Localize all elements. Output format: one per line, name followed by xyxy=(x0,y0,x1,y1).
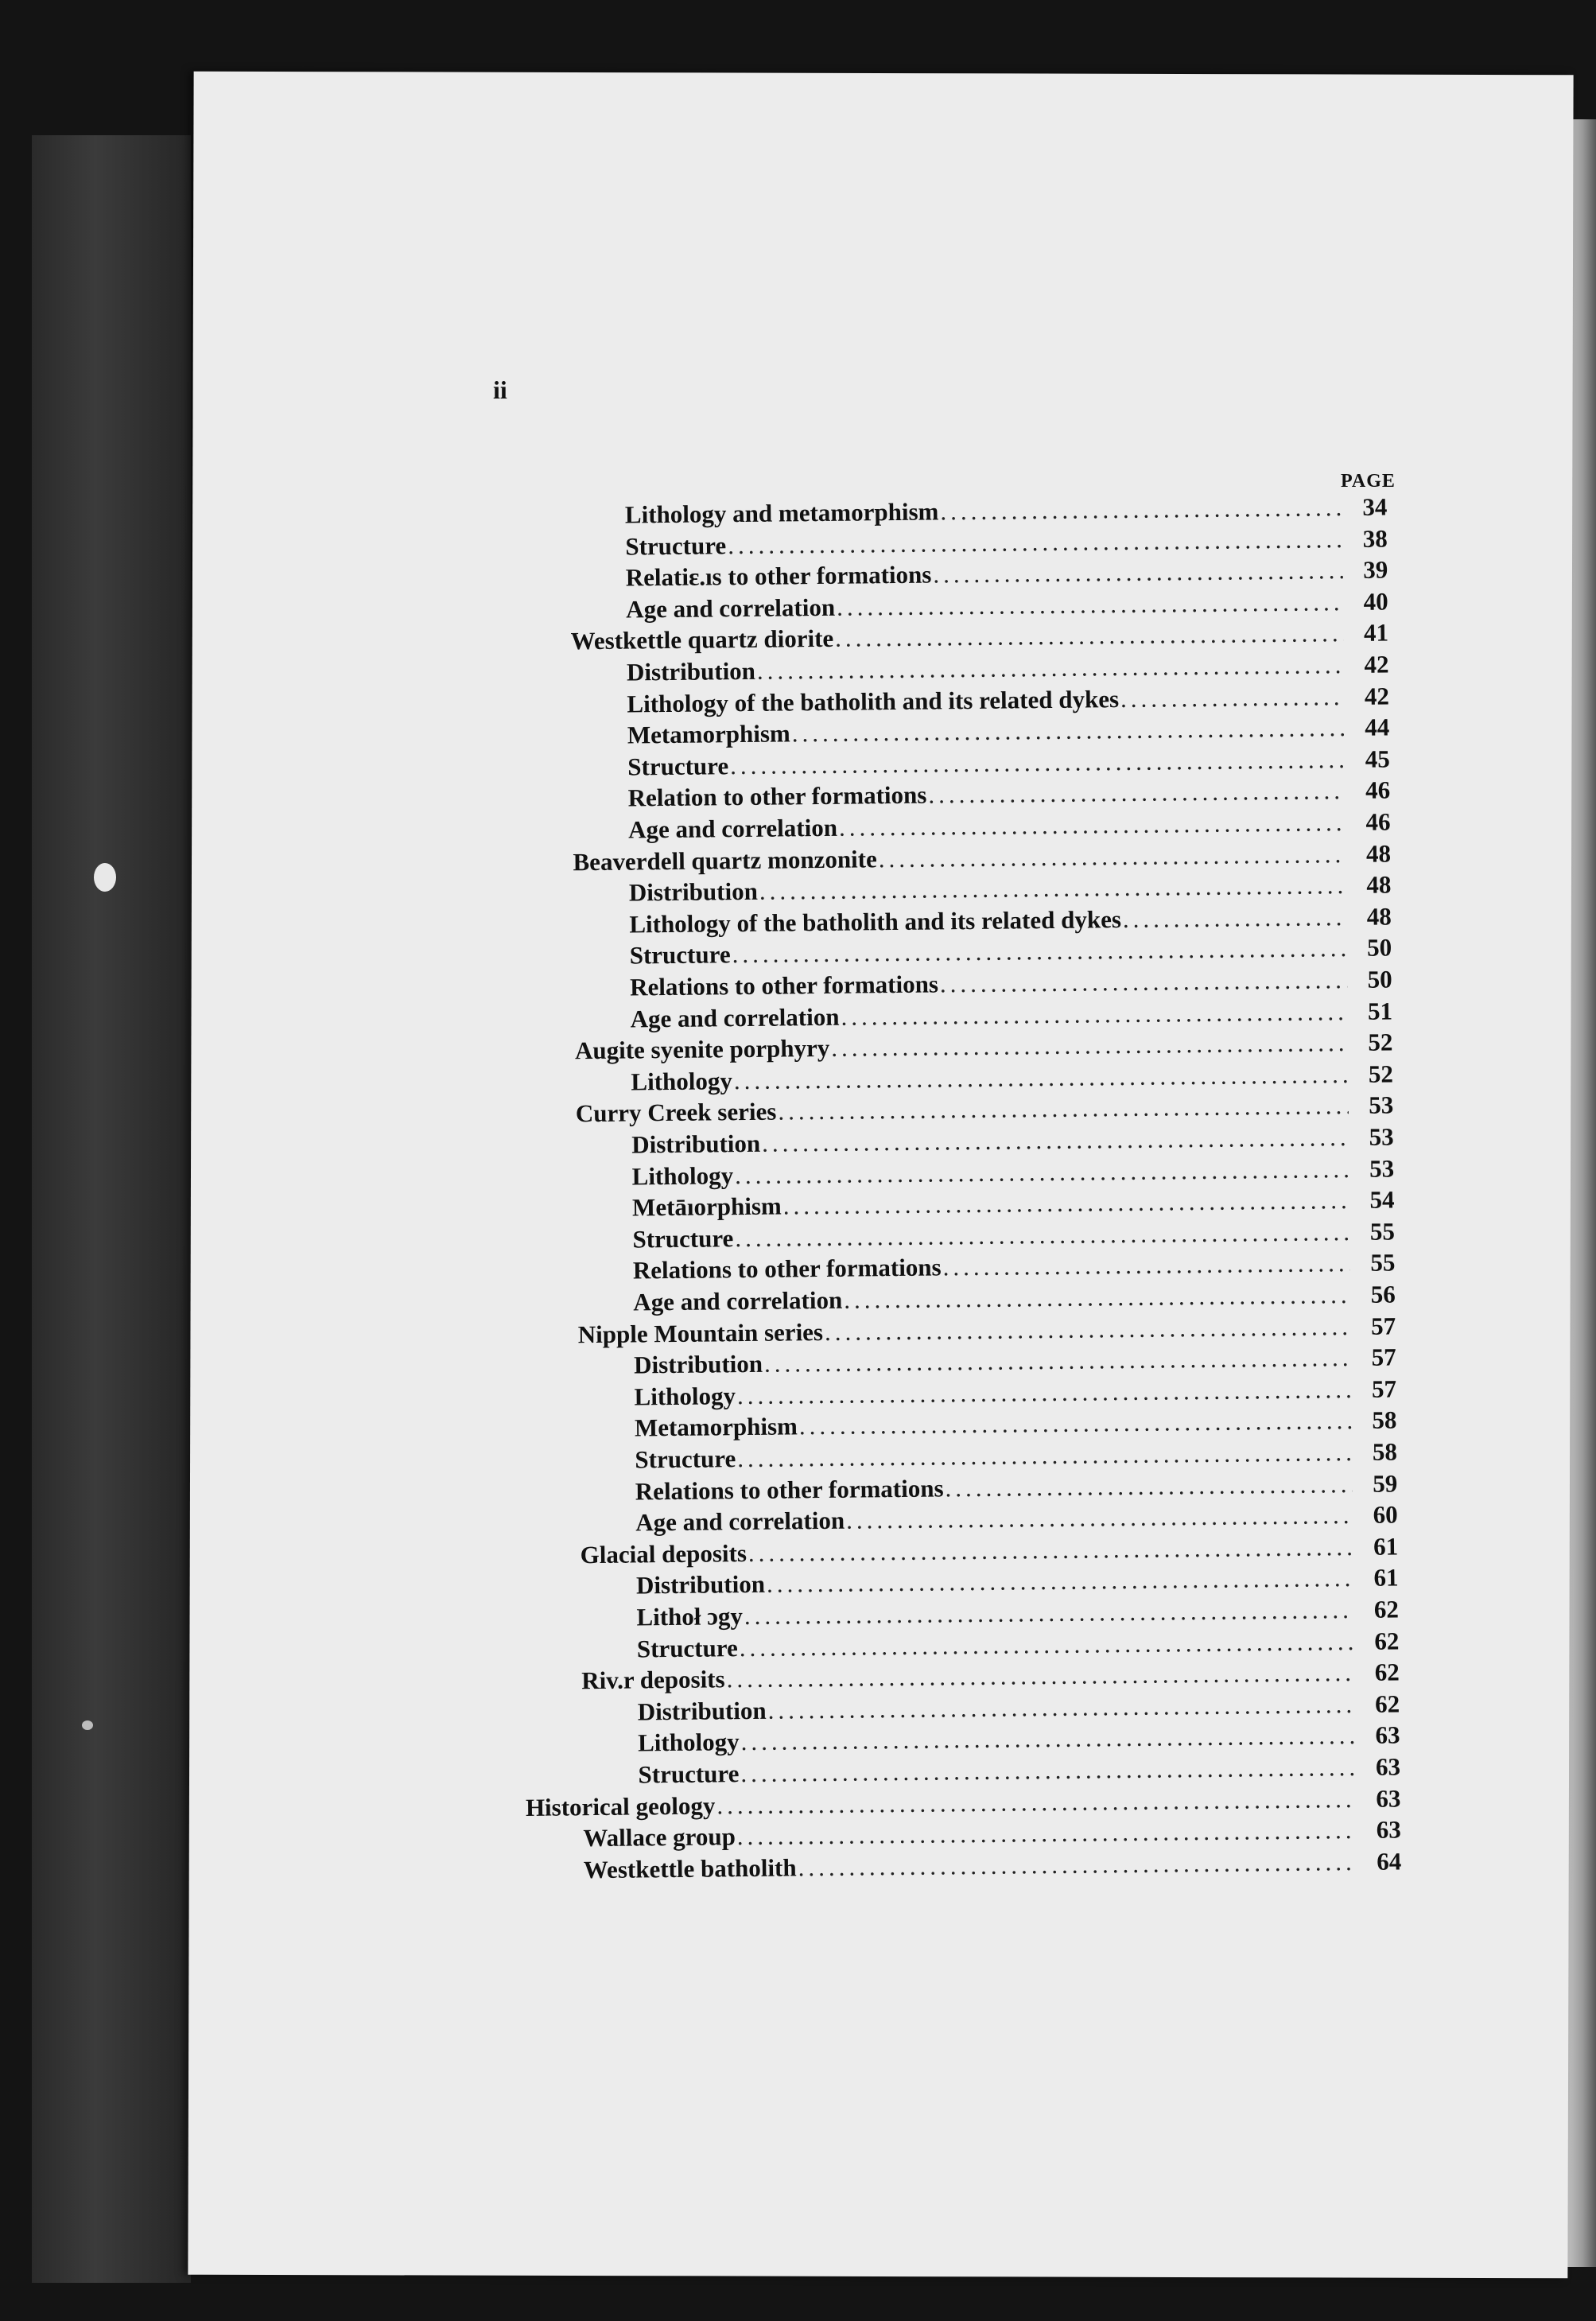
dot-leader xyxy=(879,840,1346,873)
toc-entry-label: Westkettle quartz diorite xyxy=(570,624,834,655)
toc-entry-label: Structure xyxy=(629,940,731,970)
toc-entry-page-number: 55 xyxy=(1369,1217,1396,1246)
table-of-contents xyxy=(0,475,1596,1923)
dot-leader xyxy=(740,1753,1355,1788)
toc-entry-page-number: 57 xyxy=(1371,1343,1396,1371)
dot-leader xyxy=(735,1155,1349,1190)
toc-entry-label: Age and correlation xyxy=(627,813,838,844)
dot-leader xyxy=(835,619,1344,653)
toc-entry-label: Wallace group xyxy=(583,1822,736,1853)
toc-entry-label: Distribution xyxy=(626,656,756,686)
toc-entry-page-number: 56 xyxy=(1370,1280,1396,1308)
toc-entry-page-number: 61 xyxy=(1373,1532,1399,1561)
toc-entry-label: Distribution xyxy=(633,1349,763,1379)
toc-entry-page-number: 44 xyxy=(1365,713,1390,741)
dot-leader xyxy=(1120,682,1345,713)
dot-leader xyxy=(839,808,1346,842)
toc-entry-page-number: 62 xyxy=(1373,1595,1400,1623)
toc-entry-label: Lithology xyxy=(631,1160,734,1191)
toc-entry-label: Lithology xyxy=(631,1066,733,1096)
toc-entry-label: Age and correlation xyxy=(630,1002,840,1033)
toc-entry-page-number: 55 xyxy=(1370,1248,1396,1277)
dot-leader xyxy=(844,1281,1350,1315)
toc-entry-label: Structure xyxy=(636,1633,738,1663)
dot-leader xyxy=(940,493,1342,526)
toc-entry-label: Beaverdell quartz monzonite xyxy=(573,844,877,876)
dot-leader xyxy=(732,934,1346,969)
toc-entry-page-number: 57 xyxy=(1370,1312,1396,1340)
toc-entry-page-number: 53 xyxy=(1369,1091,1394,1120)
dot-leader xyxy=(737,1816,1357,1851)
toc-entry-label: Metāıorphism xyxy=(631,1192,782,1222)
toc-entry-page-number: 40 xyxy=(1363,587,1388,616)
toc-entry-page-number: 42 xyxy=(1364,682,1390,710)
toc-entry-page-number: 60 xyxy=(1373,1500,1398,1529)
toc-entry-page-number: 54 xyxy=(1369,1185,1395,1214)
toc-entry-page-number: 52 xyxy=(1368,1059,1394,1088)
dot-leader xyxy=(767,1564,1353,1599)
page-folio: ii xyxy=(493,375,507,404)
dot-leader xyxy=(726,1658,1354,1693)
toc-entry-label: Lithology xyxy=(634,1381,736,1411)
toc-entry-label: Structure xyxy=(632,1223,734,1254)
toc-entry-page-number: 62 xyxy=(1374,1627,1400,1655)
dot-leader xyxy=(831,1028,1348,1063)
toc-entry-page-number: 41 xyxy=(1363,618,1389,647)
dot-leader xyxy=(728,525,1342,560)
toc-entry-page-number: 59 xyxy=(1373,1469,1398,1498)
toc-entry-label: Distribution xyxy=(631,1129,761,1159)
toc-entry-label: Metamorphism xyxy=(634,1412,798,1442)
toc-entry-label: Structure xyxy=(638,1759,740,1789)
toc-entry-label: Lithology of the batholith and its related dykes xyxy=(629,904,1122,939)
dot-leader xyxy=(762,1123,1349,1158)
dot-leader xyxy=(778,1091,1349,1126)
toc-entry-label: Structure xyxy=(625,531,727,561)
dot-leader xyxy=(846,1501,1353,1535)
toc-entry-label: Relations to other formations xyxy=(635,1474,944,1506)
dot-leader xyxy=(737,1375,1352,1410)
toc-entry-label: Lithology of the batholith and its related dykes xyxy=(627,684,1120,718)
toc-entry-page-number: 53 xyxy=(1369,1154,1395,1183)
dot-leader xyxy=(940,966,1348,998)
toc-entry-page-number: 46 xyxy=(1365,776,1391,805)
toc-entry-page-number: 63 xyxy=(1375,1720,1400,1750)
dot-leader xyxy=(757,651,1344,686)
toc-entry-label: Augite syenite porphyry xyxy=(574,1034,830,1065)
scan-speck xyxy=(82,1720,93,1730)
dot-leader xyxy=(737,1438,1352,1473)
toc-entry-page-number: 63 xyxy=(1375,1752,1401,1781)
toc-entry-label: Structure xyxy=(635,1444,736,1474)
toc-entry-label: Westkettle batholith xyxy=(583,1853,797,1884)
toc-entry-label: Age and correlation xyxy=(626,593,836,624)
toc-entry-page-number: 45 xyxy=(1365,745,1390,773)
dot-leader xyxy=(744,1596,1354,1631)
scan-speck xyxy=(94,863,116,892)
toc-entry-page-number: 34 xyxy=(1362,492,1388,521)
toc-entry-label: Nipple Mountain series xyxy=(577,1317,824,1348)
toc-entry-label: Lithology xyxy=(637,1728,740,1757)
toc-entry-page-number: 50 xyxy=(1367,933,1392,962)
toc-entry-page-number: 58 xyxy=(1372,1405,1397,1435)
dot-leader xyxy=(759,871,1346,906)
toc-entry-page-number: 39 xyxy=(1363,555,1388,585)
dot-leader xyxy=(792,713,1345,748)
toc-entry-label: Curry Creek series xyxy=(575,1097,777,1128)
dot-leader xyxy=(764,1343,1351,1378)
toc-entry-label: Riv.r deposits xyxy=(581,1665,725,1695)
toc-entry-label: Lithology and metamorphism xyxy=(624,497,939,529)
dot-leader xyxy=(837,588,1343,622)
toc-entry-page-number: 46 xyxy=(1365,807,1391,836)
dot-leader xyxy=(798,1848,1357,1882)
dot-leader xyxy=(730,745,1345,780)
toc-entry-page-number: 62 xyxy=(1374,1689,1400,1718)
toc-entry-page-number: 52 xyxy=(1368,1028,1393,1056)
dot-leader xyxy=(942,1249,1350,1281)
toc-entry-page-number: 58 xyxy=(1372,1437,1398,1466)
toc-entry-page-number: 63 xyxy=(1376,1815,1401,1844)
page-column-header: PAGE xyxy=(1341,471,1396,492)
toc-entry-label: Distribution xyxy=(628,877,759,907)
toc-entry-label: Lithoł ɔgy xyxy=(636,1602,744,1631)
toc-entry-page-number: 61 xyxy=(1373,1563,1399,1592)
toc-entry-page-number: 57 xyxy=(1371,1374,1397,1403)
dot-leader xyxy=(767,1690,1354,1725)
dot-leader xyxy=(740,1721,1355,1756)
dot-leader xyxy=(748,1533,1353,1568)
toc-entry-page-number: 63 xyxy=(1376,1784,1401,1813)
dot-leader xyxy=(945,1470,1353,1503)
toc-entry-label: Distribution xyxy=(635,1570,766,1600)
dot-leader xyxy=(740,1627,1354,1662)
dot-leader xyxy=(735,1218,1349,1253)
toc-entry-label: Relatiɛ.ıs to other formations xyxy=(625,560,932,592)
toc-entry-label: Relations to other formations xyxy=(629,970,939,1001)
dot-leader xyxy=(734,1060,1349,1095)
toc-entry-label: Metamorphism xyxy=(627,719,790,749)
toc-entry-page-number: 48 xyxy=(1365,839,1392,868)
toc-entry-label: Age and correlation xyxy=(633,1285,843,1316)
toc-entry-label: Relation to other formations xyxy=(627,780,927,812)
toc-entry-page-number: 50 xyxy=(1367,965,1392,993)
toc-entry-page-number: 38 xyxy=(1362,524,1388,553)
dot-leader xyxy=(841,997,1347,1032)
dot-leader xyxy=(716,1785,1356,1820)
toc-entry-label: Historical geology xyxy=(525,1791,716,1821)
dot-leader xyxy=(933,556,1343,589)
toc-entry-page-number: 51 xyxy=(1367,997,1393,1025)
toc-entry-label: Relations to other formations xyxy=(632,1253,942,1285)
toc-entry-label: Glacial deposits xyxy=(580,1538,748,1569)
dot-leader xyxy=(928,776,1346,809)
toc-entry-page-number: 62 xyxy=(1374,1658,1400,1686)
toc-entry-page-number: 48 xyxy=(1366,870,1392,899)
toc-entry-page-number: 64 xyxy=(1377,1847,1402,1876)
toc-entry-label: Distribution xyxy=(637,1696,767,1726)
toc-entry-label: Age and correlation xyxy=(635,1506,845,1537)
toc-entry-page-number: 53 xyxy=(1369,1122,1394,1151)
toc-entry-label: Structure xyxy=(627,751,729,781)
dot-leader xyxy=(1123,903,1347,934)
dot-leader xyxy=(825,1312,1351,1347)
toc-entry-page-number: 48 xyxy=(1366,902,1392,931)
dot-leader xyxy=(783,1186,1350,1220)
toc-entry-page-number: 42 xyxy=(1364,650,1389,678)
dot-leader xyxy=(799,1406,1352,1440)
